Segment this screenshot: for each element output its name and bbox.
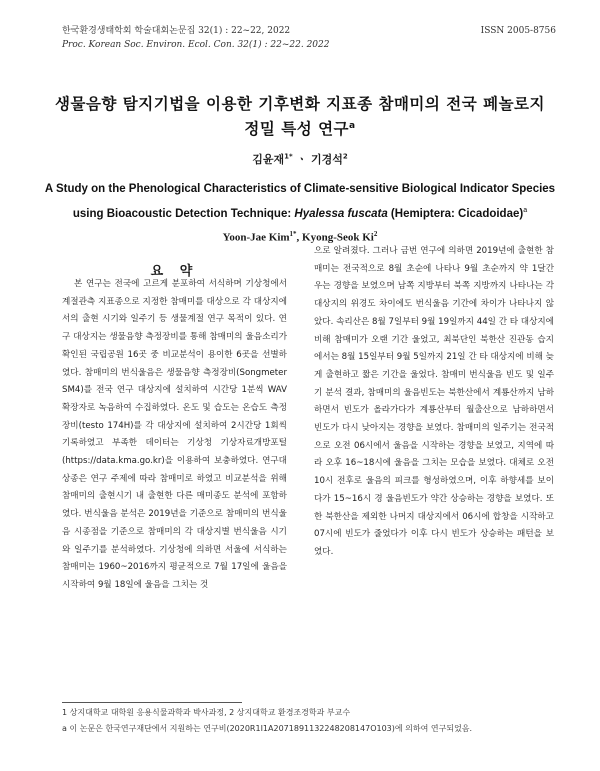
title-english-line2-post: (Hemiptera: Cicadoidae) xyxy=(387,207,524,220)
title-korean-line1: 생물음향 탐지기법을 이용한 기후변화 지표종 참매미의 전국 페놀로지 xyxy=(55,95,545,113)
author1-ko: 김윤재 xyxy=(252,153,285,166)
footnote-affiliations: 1 상지대학교 대학원 응용식물과학과 박사과정, 2 상지대학교 환경조경학과 부교수 xyxy=(62,708,351,717)
author2-ko-sup: 2 xyxy=(342,152,348,161)
authors-korean xyxy=(0,151,600,167)
species-name: Hyalessa fuscata xyxy=(294,207,388,220)
title-english-line1: A Study on the Phenological Characteristics of Climate-sensitive Biological Indicator Species xyxy=(44,183,556,195)
issn: ISSN 2005-8756 xyxy=(480,26,556,36)
journal-citation-en: Proc. Korean Soc. Environ. Ecol. Con. 32(1) : 22~22. 2022 xyxy=(62,40,330,50)
title-korean-sup: a xyxy=(349,121,356,131)
abstract-left-column: 본 연구는 전국에 고르게 분포하여 서식하며 기상청에서 계절관측 지표종으로 지정한 참매미를 대상으로 각 대상지에서의 출현 시기와 일주기 등 생물계절 연구 목적이 있다. 연구 대상지는 생물음향 측정장비를 통해 참매미의 울음소리가 확인된 국립공원 16곳 중 비교분석이 용이한 6곳을 선별하였다. 참매미의 번식울음은 생물음향 측정장비(Songmeter SM4)를 전국 연구 대상지에 설치하여 시간당 1분씩 WAV 확장자로 녹음하여 수집하였다. 온도 및 습도는 온습도 측정장비(testo 174H)를 각 대상지에 설치하여 2시간당 1회씩 기록하였고 부족한 데이터는 기상청 기상자료개방포털(https://data.kma.go.kr)을 이용하여 보충하였다. 연구대상종은 연구 주제에 따라 참매미로 하였고 비교분석을 위해 참매미의 출현시기 내 출현한 다른 매미종도 분석에 포함하였다. 번식울음 분석은 2019년을 기준으로 참매미의 번식울음 시종점을 기준으로 참매미의 각 대상지별 번식울음 시기와 일주기를 분석하였다. 기상청에 의하면 서울에 서식하는 참매미는 1960~2016까지 평균적으로 7월 17일에 울음을 시작하여 9월 18일에 울음을 그치는 것 xyxy=(62,279,287,590)
title-english-line2-pre: using Bioacoustic Detection Technique: xyxy=(72,207,295,220)
abstract-heading: 요 약 xyxy=(150,264,199,279)
author-separator-en: , xyxy=(296,231,303,244)
footnote-funding: a 이 논문은 한국연구재단에서 지원하는 연구비(2020R1I1A2071891132248208147O103)에 의하여 연구되었음. xyxy=(62,724,473,733)
title-english-line2 xyxy=(0,200,600,225)
title-korean-line2-text: 정밀 특성 연구 xyxy=(244,120,350,139)
abstract-right-column: 으로 알려졌다. 그러나 금번 연구에 의하면 2019년에 출현한 참매미는 전국적으로 8월 초순에 나타나 9월 초순까지 약 1달간 우는 경향을 보였으며 남쪽 지방부터 북쪽 지방까지 나타나는 각 대상지의 위경도 차이에도 번식울음 기간에 차이가 나타나지 않았다. 속리산은 8월 7일부터 9월 19일까지 44일 간 타 대상지에 비해 참매미가 오랜 기간 울었고, 최북단인 북한산 진관동 습지에서는 8월 15일부터 9월 5일까지 21일 간 타 대상지에 비해 늦게 출현하고 짧은 기간을 울었다. 참매미 번식울음 빈도 및 일주기 분석 결과, 참매미의 울음빈도는 북한산에서 계룡산까지 남하하면서 빈도가 올라가다가 계룡산부터 월출산으로 남하하면서 빈도가 다시 낮아지는 경향을 보였다. 참매미의 일주기는 전국적으로 오전 06시에서 울음을 시작하는 경향을 보였고, 지역에 따라 오후 16~18시에 울음을 그치는 모습을 보였다. 대체로 오전 10시 전후로 울음의 피크를 형성하였으며, 이후 하향세를 보이다가 15~16시 경 울음빈도가 약간 상승하는 경향을 보였다. 또한 북한산을 제외한 나머지 대상지에서 06시에 합창을 시작하고 07시에 빈도가 줄었다가 이후 다시 빈도가 상승하는 패턴을 보였다. xyxy=(314,246,554,557)
title-korean-line2 xyxy=(0,115,600,140)
title-korean xyxy=(0,93,600,140)
author1-en-sup: 1* xyxy=(289,230,297,238)
author1-en: Yoon-Jae Kim xyxy=(222,231,290,244)
authors-english xyxy=(0,230,600,244)
author2-en-sup: 2 xyxy=(373,230,378,238)
author1-ko-sup: 1* xyxy=(284,152,293,161)
journal-header xyxy=(62,24,556,52)
title-english-sup: a xyxy=(523,207,528,214)
author2-en: Kyong-Seok Ki xyxy=(302,231,374,244)
author2-ko: 기경석 xyxy=(310,153,343,166)
title-english xyxy=(0,178,600,225)
footnote-divider xyxy=(62,702,242,703)
author-separator-ko: ㆍ xyxy=(296,153,308,166)
journal-citation-ko: 한국환경생태학회 학술대회논문집 32(1) : 22~22, 2022 xyxy=(62,26,291,36)
